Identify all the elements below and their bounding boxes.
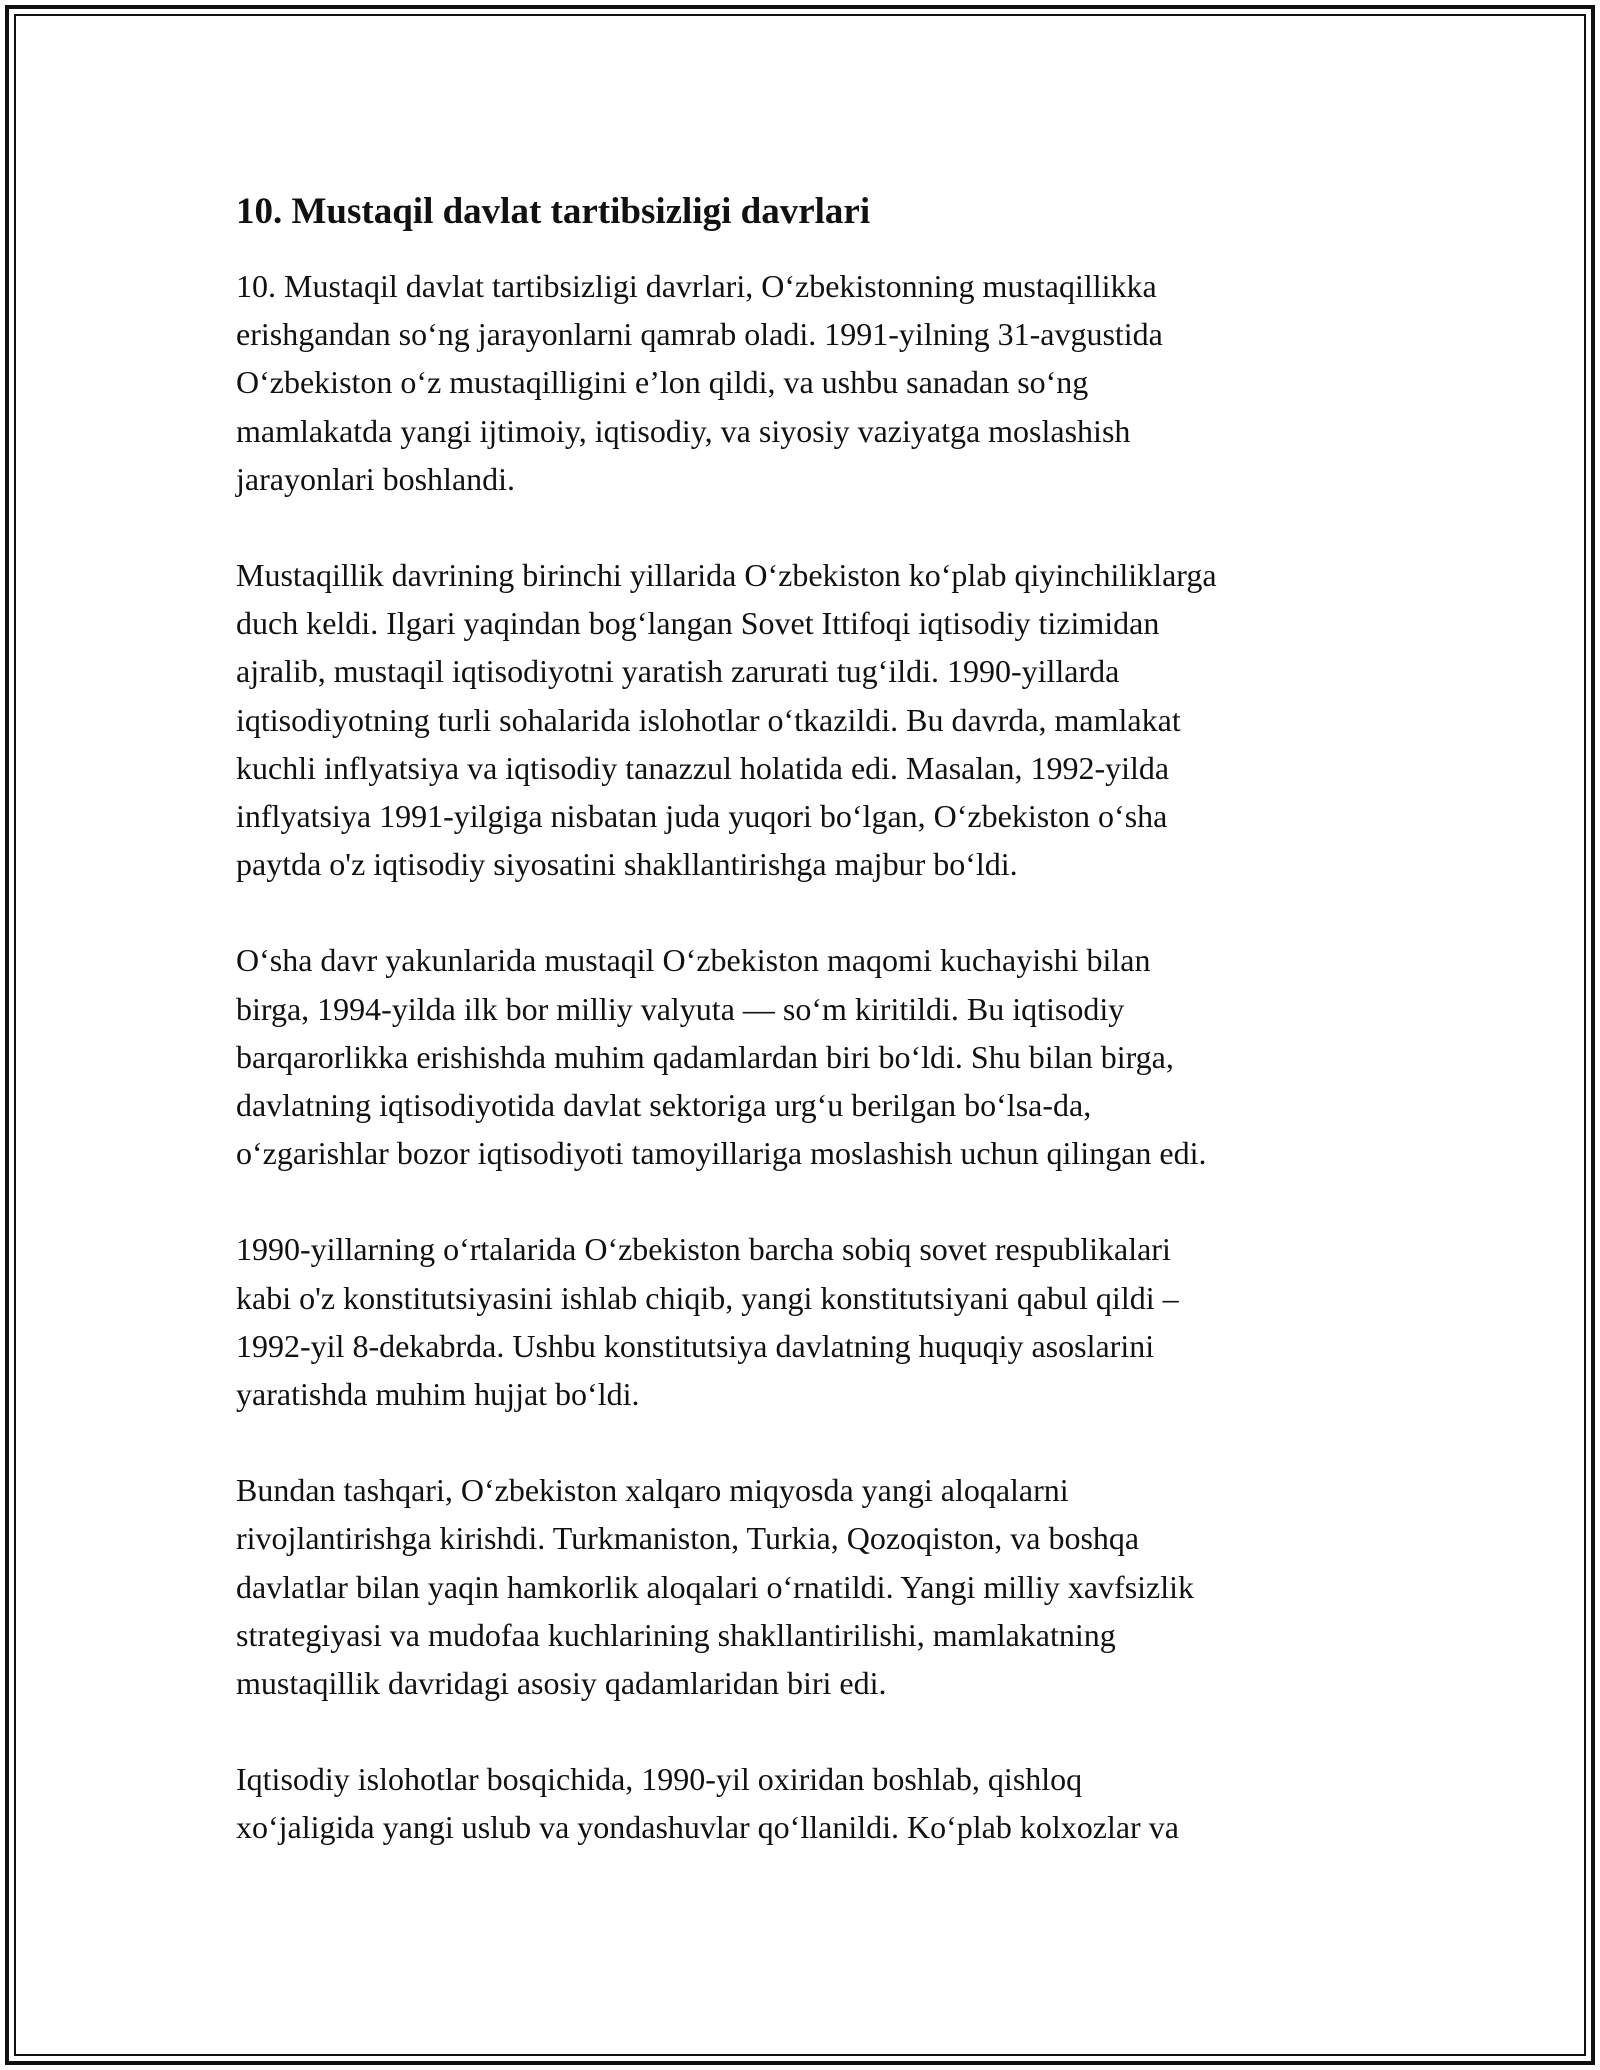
paragraph-2: Mustaqillik davrining birinchi yillarida O‘zbekiston ko‘plab qiyinchiliklarga duch keldi. Ilgari yaqindan bog‘langan Sovet Ittifoqi iqtisodiy tizimidan ajralib, mustaqil iqtisodiyotni yaratish zarurati tug‘ildi. 1990-yillarda iqtisodiyotning turli sohalarida islohotlar o‘tkazildi. Bu davrda, mamlakat kuchli inflyatsiya va iqtisodiy tanazzul holatida edi. Masalan, 1992-yilda inflyatsiya 1991-yilgiga nisbatan juda yuqori bo‘lgan, O‘zbekiston o‘sha paytda o'z iqtisodiy siyosatini shakllantirishga majbur bo‘ldi. bbox=[236, 557, 1217, 883]
paragraph-1: 10. Mustaqil davlat tartibsizligi davrlari, O‘zbekistonning mustaqillikka erishgandan so‘ng jarayonlarni qamrab oladi. 1991-yilning 31-avgustida O‘zbekiston o‘z mustaqilligini e’lon qildi, va ushbu sanadan so‘ng mamlakatda yangi ijtimoiy, iqtisodiy, va siyosiy vaziyatga moslashish jarayonlari boshlandi. bbox=[236, 268, 1163, 497]
paragraph-6: Iqtisodiy islohotlar bosqichida, 1990-yil oxiridan boshlab, qishloq xo‘jaligida yangi uslub va yondashuvlar qo‘llanildi. Ko‘plab kolxozlar va bbox=[236, 1761, 1179, 1846]
paragraph-4: 1990-yillarning o‘rtalarida O‘zbekiston barcha sobiq sovet respublikalari kabi o'z konstitutsiyasini ishlab chiqib, yangi konstitutsiyani qabul qildi – 1992-yil 8-dekabrda. Ushbu konstitutsiya davlatning huquqiy asoslarini yaratishda muhim hujjat bo‘ldi. bbox=[236, 1231, 1179, 1413]
document-title: 10. Mustaqil davlat tartibsizligi davrlari bbox=[236, 191, 871, 232]
document-body bbox=[236, 188, 1366, 1900]
paragraph-5: Bundan tashqari, O‘zbekiston xalqaro miqyosda yangi aloqalarni rivojlantirishga kirishdi. Turkmaniston, Turkia, Qozoqiston, va boshqa davlatlar bilan yaqin hamkorlik aloqalari o‘rnatildi. Yangi milliy xavfsizlik strategiyasi va mudofaa kuchlarining shakllantirilishi, mamlakatning mustaqillik davridagi asosiy qadamlaridan biri edi. bbox=[236, 1472, 1195, 1702]
paragraph-3: O‘sha davr yakunlarida mustaqil O‘zbekiston maqomi kuchayishi bilan birga, 1994-yilda ilk bor milliy valyuta — so‘m kiritildi. Bu iqtisodiy barqarorlikka erishishda muhim qadamlardan biri bo‘ldi. Shu bilan birga, davlatning iqtisodiyotida davlat sektoriga urg‘u berilgan bo‘lsa-da, o‘zgarishlar bozor iqtisodiyoti tamoyillariga moslashish uchun qilingan edi. bbox=[236, 942, 1207, 1172]
